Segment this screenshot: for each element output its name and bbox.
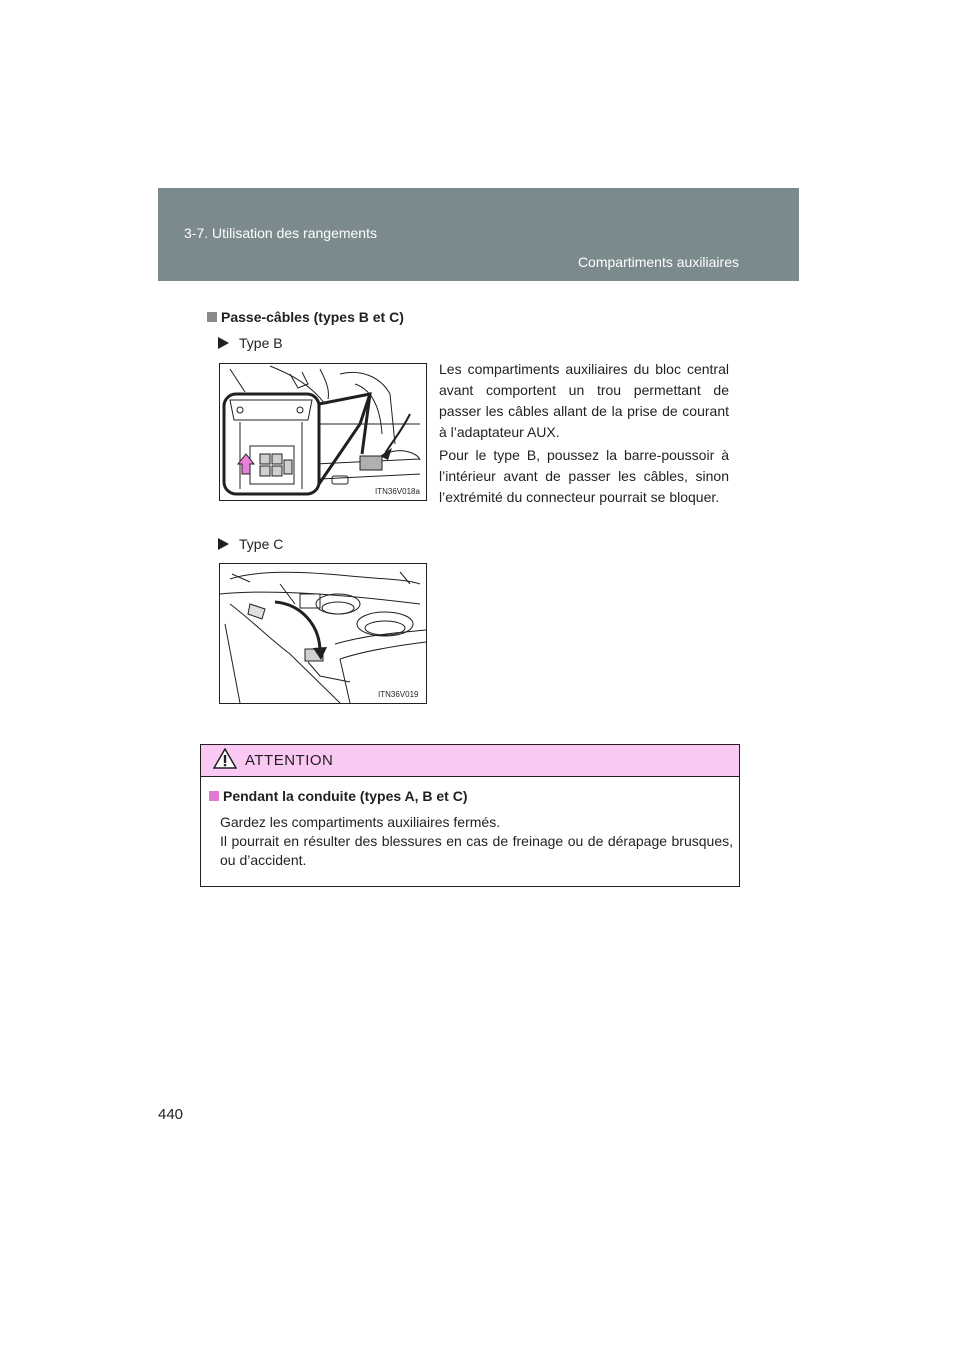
triangle-bullet-icon (218, 538, 229, 550)
section-heading-text: Passe-câbles (types B et C) (221, 309, 404, 325)
chapter-header-band (158, 188, 799, 281)
attention-subheading-text: Pendant la conduite (types A, B et C) (223, 788, 468, 804)
square-bullet-icon (207, 312, 217, 322)
type-b-illustration (219, 363, 427, 501)
attention-box (200, 744, 740, 887)
type-c-label-text: Type C (239, 536, 284, 552)
type-c-label (218, 536, 283, 552)
type-c-illustration (219, 563, 427, 704)
type-c-image-code: ITN36V019 (378, 690, 419, 699)
square-bullet-icon (209, 791, 219, 801)
section-label: 3-7. Utilisation des rangements (184, 225, 377, 241)
type-b-label (218, 335, 283, 351)
attention-line-1: Gardez les compartiments auxiliaires fermés. (220, 814, 501, 830)
attention-title: ATTENTION (245, 752, 334, 769)
header-subtitle: Compartiments auxiliaires (577, 254, 739, 270)
attention-header (201, 745, 739, 777)
page-number: 440 (158, 1106, 184, 1123)
triangle-bullet-icon (218, 337, 229, 349)
attention-text (220, 813, 733, 870)
warning-triangle-icon (213, 748, 237, 774)
section-heading (207, 309, 404, 325)
attention-subheading (209, 788, 468, 804)
type-b-label-text: Type B (239, 335, 283, 351)
attention-line-2: Il pourrait en résulter des blessures en cas de freinage ou de dérapage brusques, ou d’accident. (220, 833, 733, 868)
type-b-paragraph-2: Pour le type B, poussez la barre-poussoir à l’intérieur avant de passer les câbles, sinon l’extrémité du connecteur pourrait se bloquer. (439, 447, 729, 505)
type-b-image-code: ITN36V018a (375, 487, 420, 496)
type-b-paragraph-1: Les compartiments auxiliaires du bloc central avant comportent un trou permettant de passer les câbles allant de la prise de courant à l’adaptateur AUX. (439, 361, 729, 440)
